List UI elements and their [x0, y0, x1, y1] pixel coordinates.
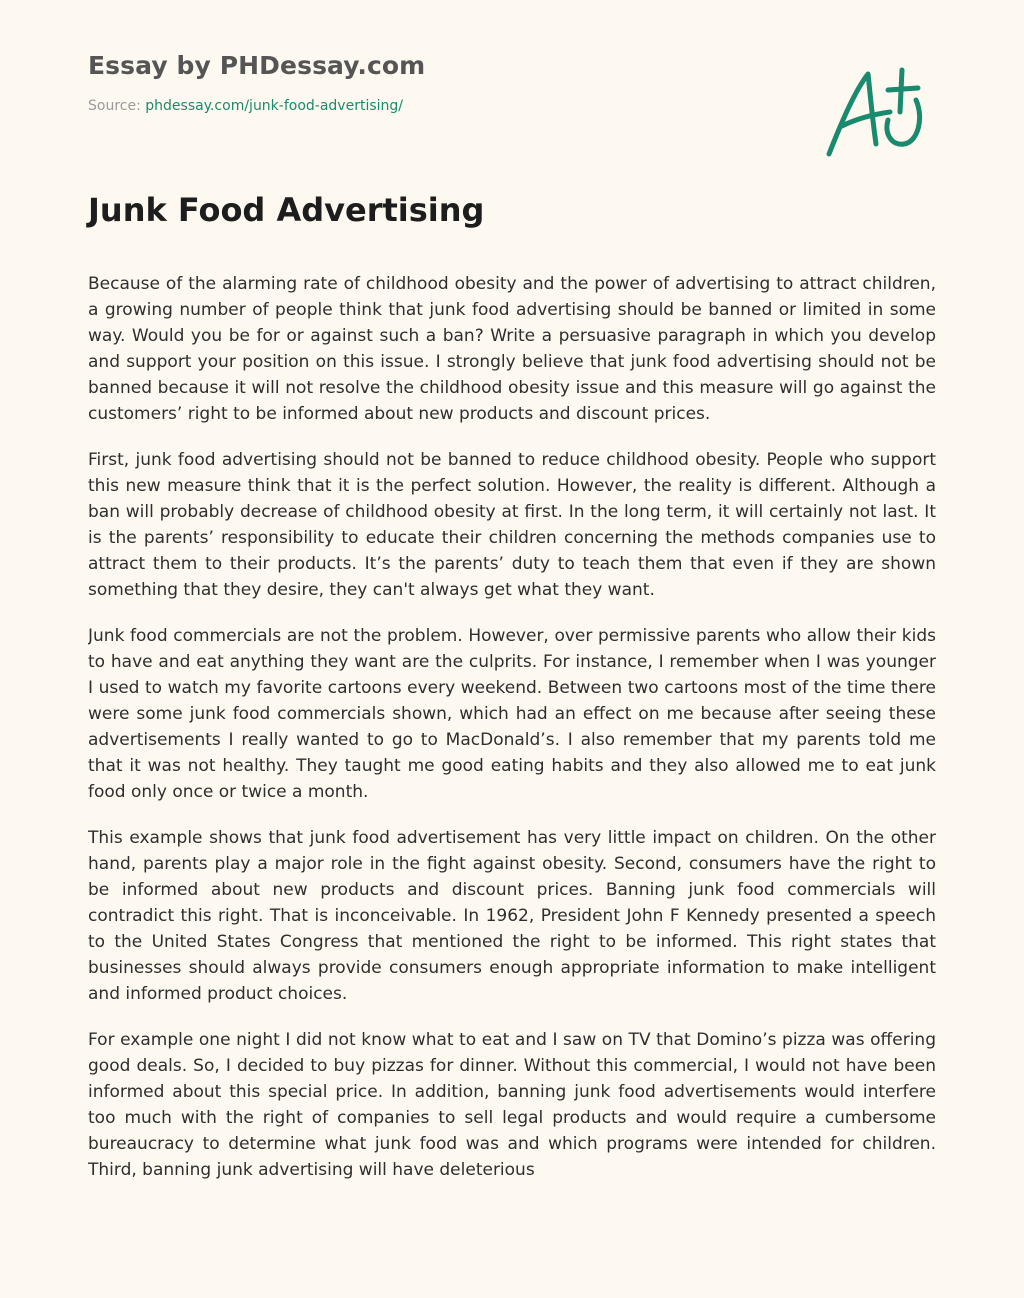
essay-paragraph: For example one night I did not know what to eat and I saw on TV that Domino’s pizza was offering good deals. So, I decided to buy pizzas for dinner. Without this commercial, I would not have been informed about this special price. In addition, banning junk food advertisements would interfere too much with the right of companies to sell legal products and would require a cumbersome bureaucracy to determine what junk food was and which programs were intended for children. Third, banning junk advertising will have deleterious	[88, 1030, 936, 1180]
essay-paragraph: Junk food commercials are not the problem. However, over permissive parents who allow their kids to have and eat anything they want are the culprits. For instance, I remember when I was younger I used to watch my favorite cartoons every weekend. Between two cartoons most of the time there were some junk food commercials shown, which had an effect on me because after seeing these advertisements I really wanted to go to MacDonald’s. I also remember that my parents told me that it was not healthy. They taught me good eating habits and they also allowed me to eat junk food only once or twice a month.	[88, 626, 936, 802]
essay-paragraph: This example shows that junk food advertisement has very little impact on children. On the other hand, parents play a major role in the fight against obesity. Second, consumers have the right to be informed about new products and discount prices. Banning junk food commercials will contradict this right. That is inconceivable. In 1962, President John F Kennedy presented a speech to the United States Congress that mentioned the right to be informed. This right states that businesses should always provide consumers enough appropriate information to make intelligent and informed product choices.	[88, 828, 936, 1004]
source-line	[88, 96, 425, 116]
a-plus-grade-icon	[820, 62, 930, 162]
source-link[interactable]: phdessay.com/junk-food-advertising/	[145, 98, 404, 114]
essay-title: Junk Food Advertising	[88, 191, 485, 229]
page-header	[88, 48, 425, 116]
essay-paragraph: Because of the alarming rate of childhood obesity and the power of advertising to attract children, a growing number of people think that junk food advertising should be banned or limited in some way. Would you be for or against such a ban? Write a persuasive paragraph in which you develop and support your position on this issue. I strongly believe that junk food advertising should not be banned because it will not resolve the childhood obesity issue and this measure will go against the customers’ right to be informed about new products and discount prices.	[88, 274, 936, 424]
site-brand: Essay by PHDessay.com	[88, 51, 426, 80]
source-label: Source:	[88, 98, 141, 114]
essay-body	[88, 271, 936, 1249]
essay-paragraph: First, junk food advertising should not be banned to reduce childhood obesity. People who support this new measure think that it is the perfect solution. However, the reality is different. Although a ban will probably decrease of childhood obesity at first. In the long term, it will certainly not last. It is the parents’ responsibility to educate their children concerning the methods companies use to attract them to their products. It’s the parents’ duty to teach them that even if they are shown something that they desire, they can't always get what they want.	[88, 450, 936, 600]
